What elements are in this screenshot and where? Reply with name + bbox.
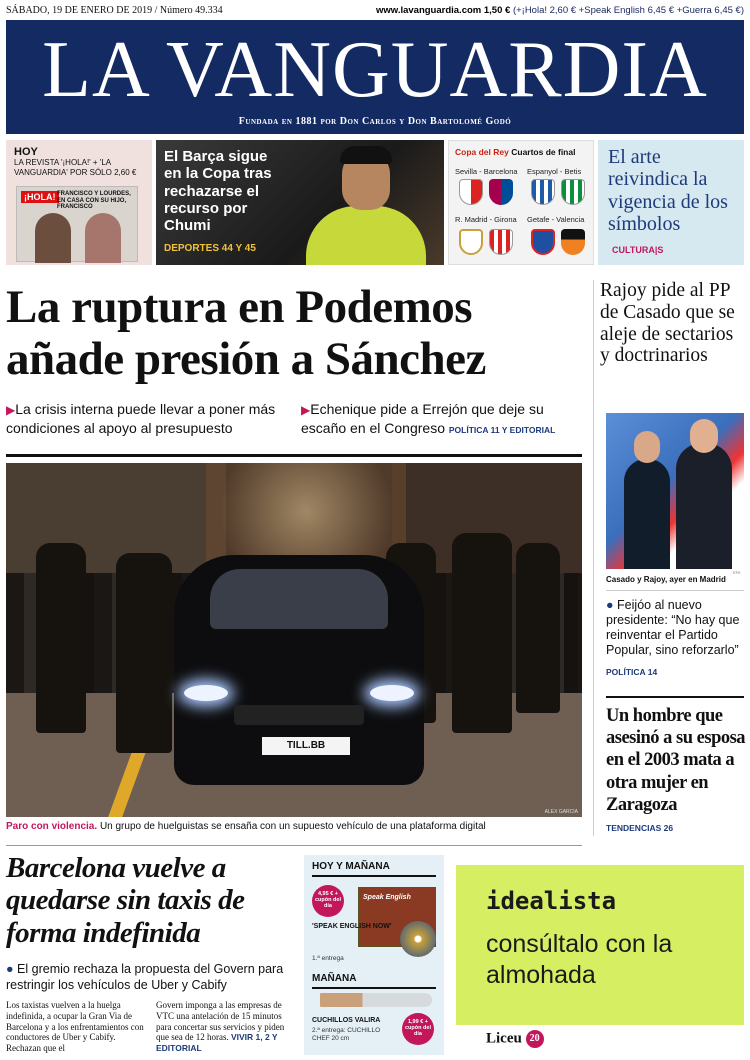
match-label: Sevilla - Barcelona: [455, 167, 518, 176]
copa-competition: Copa del Rey: [455, 147, 509, 157]
car-plate: TILL.BB: [262, 737, 350, 755]
match-label: R. Madrid - Girona: [455, 215, 517, 224]
hoy-item-sub: 1.ª entrega: [312, 955, 344, 962]
hoy-manana-box[interactable]: [304, 855, 444, 1055]
sidebar-photo-person-1: [624, 459, 670, 569]
match-label: Espanyol - Betis: [527, 167, 582, 176]
newspaper-logo[interactable]: LA VANGUARDIA: [42, 26, 708, 114]
divider: [6, 845, 582, 846]
dateline: SÁBADO, 19 DE ENERO DE 2019 / Número 49.334: [6, 5, 223, 16]
photo-caption: [6, 821, 582, 832]
sidebar-section-2[interactable]: TENDENCIAS 26: [606, 823, 674, 833]
lead-subheads: [6, 400, 586, 437]
triangle-bullet-icon: ▶: [301, 403, 311, 417]
photo-credit: ALEX GARCIA: [544, 809, 578, 815]
lead-section[interactable]: POLÍTICA 11 Y EDITORIAL: [448, 424, 556, 435]
sidebar-photo-face-1: [634, 431, 660, 463]
price-extras: (+¡Hola! 2,60 € +Speak English 6,45 € +Guerra 6,45 €): [512, 5, 744, 16]
barca-promo[interactable]: [156, 140, 444, 265]
sidebar-bullet: [606, 598, 746, 658]
manana-item-title: CUCHILLOS VALIRA: [312, 1017, 381, 1024]
sidebar-story[interactable]: [600, 280, 744, 367]
player-hair: [340, 146, 392, 164]
price-line: [376, 5, 744, 19]
price: 1,50 €: [483, 5, 511, 16]
hoy-manana-title: HOY Y MAÑANA: [312, 861, 436, 877]
car-headlight-right: [370, 685, 414, 701]
hoy-item-title: 'SPEAK ENGLISH NOW': [312, 923, 392, 930]
site-link[interactable]: www.lavanguardia.com: [376, 5, 482, 16]
copa-promo[interactable]: [448, 140, 594, 265]
divider: [6, 454, 582, 457]
photo-protester: [116, 553, 172, 753]
car-headlight-left: [184, 685, 228, 701]
lead-sub-2: [301, 400, 586, 437]
copa-title: [455, 147, 587, 157]
photo-caption-lead: Paro con violencia.: [6, 821, 98, 832]
divider: [606, 590, 744, 591]
masthead: [6, 20, 744, 134]
triangle-bullet-icon: ▶: [6, 403, 16, 417]
football-player-photo: [306, 146, 426, 265]
taxi-body-col-2: [156, 1000, 298, 1056]
sidebar-photo[interactable]: [606, 413, 744, 569]
hola-promo-title: HOY: [14, 146, 38, 158]
taxi-subhead-text: El gremio rechaza la propuesta del Govern para restringir los vehículos de Uber y Cabify: [6, 962, 284, 992]
espanyol-crest-icon: [531, 179, 555, 205]
girona-crest-icon: [489, 229, 513, 255]
sidebar-photo-person-2: [676, 443, 732, 569]
hola-magazine-cover: [16, 186, 138, 262]
book-title: Speak English: [363, 894, 411, 901]
barca-section: DEPORTES 44 Y 45: [164, 243, 256, 254]
hola-magazine-logo: ¡HOLA!: [21, 191, 59, 203]
taxi-body-col-1: Los taxistas vuelven a la huelga indefinida, a ocupar la Gran Via de Barcelona y a los enfrentamientos con conductores de Uber y Cabify. Rechazan que el: [6, 1000, 144, 1054]
taxi-body: [6, 1000, 298, 1056]
sidebar-photo-face-2: [690, 419, 718, 453]
manana-item-sub: 2.ª entrega: CUCHILLO CHEF 20 cm: [312, 1027, 381, 1042]
promo-strip: [6, 140, 744, 265]
knife-icon: [320, 993, 432, 1007]
sevilla-crest-icon: [459, 179, 483, 205]
main-photo[interactable]: [6, 463, 582, 817]
cover-person-2: [85, 213, 121, 263]
top-bar: [6, 5, 744, 19]
barca-headline: El Barça sigue en la Copa tras rechazarse el recurso por Chumi: [164, 148, 272, 234]
taxi-headline[interactable]: Barcelona vuelve a quedarse sin taxis de forma indefinida: [6, 852, 245, 949]
match-label: Getafe - Valencia: [527, 215, 585, 224]
ad-slogan: consúltalo con la almohada: [486, 930, 673, 990]
arte-section: CULTURA|S: [612, 245, 664, 255]
sidebar-headline[interactable]: Rajoy pide al PP de Casado que se aleje de sectarios y doctrinarios: [600, 280, 735, 367]
photo-caption-text: Un grupo de huelguistas se ensaña con un supuesto vehículo de una plataforma digital: [99, 821, 486, 832]
sidebar-section-1[interactable]: POLÍTICA 14: [606, 667, 658, 677]
ad-brand: idealista: [486, 887, 617, 915]
taxi-body-col-2-text: Govern imponga a las empresas de VTC una antelación de 15 minutos para concertar sus servicios y piden que sea de 12 horas.: [156, 1000, 285, 1043]
arte-headline: El arte reivindica la vigencia de los símbolos: [608, 146, 728, 236]
arte-promo[interactable]: [598, 140, 744, 265]
sidebar-headline-2[interactable]: Un hombre que asesinó a su esposa en el 2003 mata a otra mujer en Zaragoza: [606, 706, 746, 815]
lead-sub-1: [6, 400, 291, 437]
photo-protester: [516, 543, 560, 713]
price-badge-1: 4,95 € + cupón del día: [312, 885, 344, 917]
founded-line: Fundada en 1881 por Don Carlos y Don Bartolomé Godó: [238, 116, 512, 127]
car-windshield: [210, 569, 388, 629]
liceu-logo[interactable]: [486, 1030, 544, 1048]
sidebar-photo-credit: EFE: [733, 570, 741, 575]
divider: [606, 696, 744, 698]
taxi-section[interactable]: VIVIR 1, 2 Y EDITORIAL: [156, 1032, 278, 1054]
lead-sub-1-text: La crisis interna puede llevar a poner más condiciones al apoyo al presupuesto: [6, 401, 276, 436]
cd-icon: [400, 921, 436, 957]
photo-protester: [452, 533, 512, 733]
sidebar-photo-caption: Casado y Rajoy, ayer en Madrid: [606, 575, 726, 584]
taxi-subhead: [6, 962, 298, 993]
price-badge-2: 1,99 € + cupón del día: [402, 1013, 434, 1045]
bullet-dot-icon: ●: [606, 598, 614, 612]
getafe-crest-icon: [531, 229, 555, 255]
betis-crest-icon: [561, 179, 585, 205]
car-grille: [234, 705, 364, 725]
hola-promo[interactable]: [6, 140, 152, 265]
liceu-text: Liceu: [486, 1030, 522, 1047]
hola-magazine-cover-text: FRANCISCO Y LOURDES, EN CASA CON SU HIJO, FRANCISCO: [57, 191, 131, 211]
player-shirt: [306, 206, 426, 265]
idealista-ad[interactable]: [456, 865, 744, 1025]
bullet-dot-icon: ●: [6, 962, 14, 976]
photo-car: [174, 555, 424, 785]
lead-sub-2-text: Echenique pide a Errejón que deje su escaño en el Congreso: [301, 401, 544, 436]
valencia-crest-icon: [561, 229, 585, 255]
photo-protester: [36, 543, 86, 733]
copa-round: Cuartos de final: [511, 147, 576, 157]
column-divider: [593, 280, 594, 836]
liceu-badge: 20: [526, 1030, 544, 1048]
sidebar-bullet-text: Feijóo al nuevo presidente: “No hay que reinventar el Partido Popular, sino reforzarlo”: [606, 598, 740, 657]
barcelona-crest-icon: [489, 179, 513, 205]
lead-headline[interactable]: La ruptura en Podemos añade presión a Sánchez: [6, 281, 486, 385]
real-madrid-crest-icon: [459, 229, 483, 255]
hola-promo-text: LA REVISTA '¡HOLA!' + 'LA VANGUARDIA' POR SÓLO 2,60 €: [14, 158, 137, 177]
cover-person-1: [35, 213, 71, 263]
manana-title: MAÑANA: [312, 973, 436, 989]
